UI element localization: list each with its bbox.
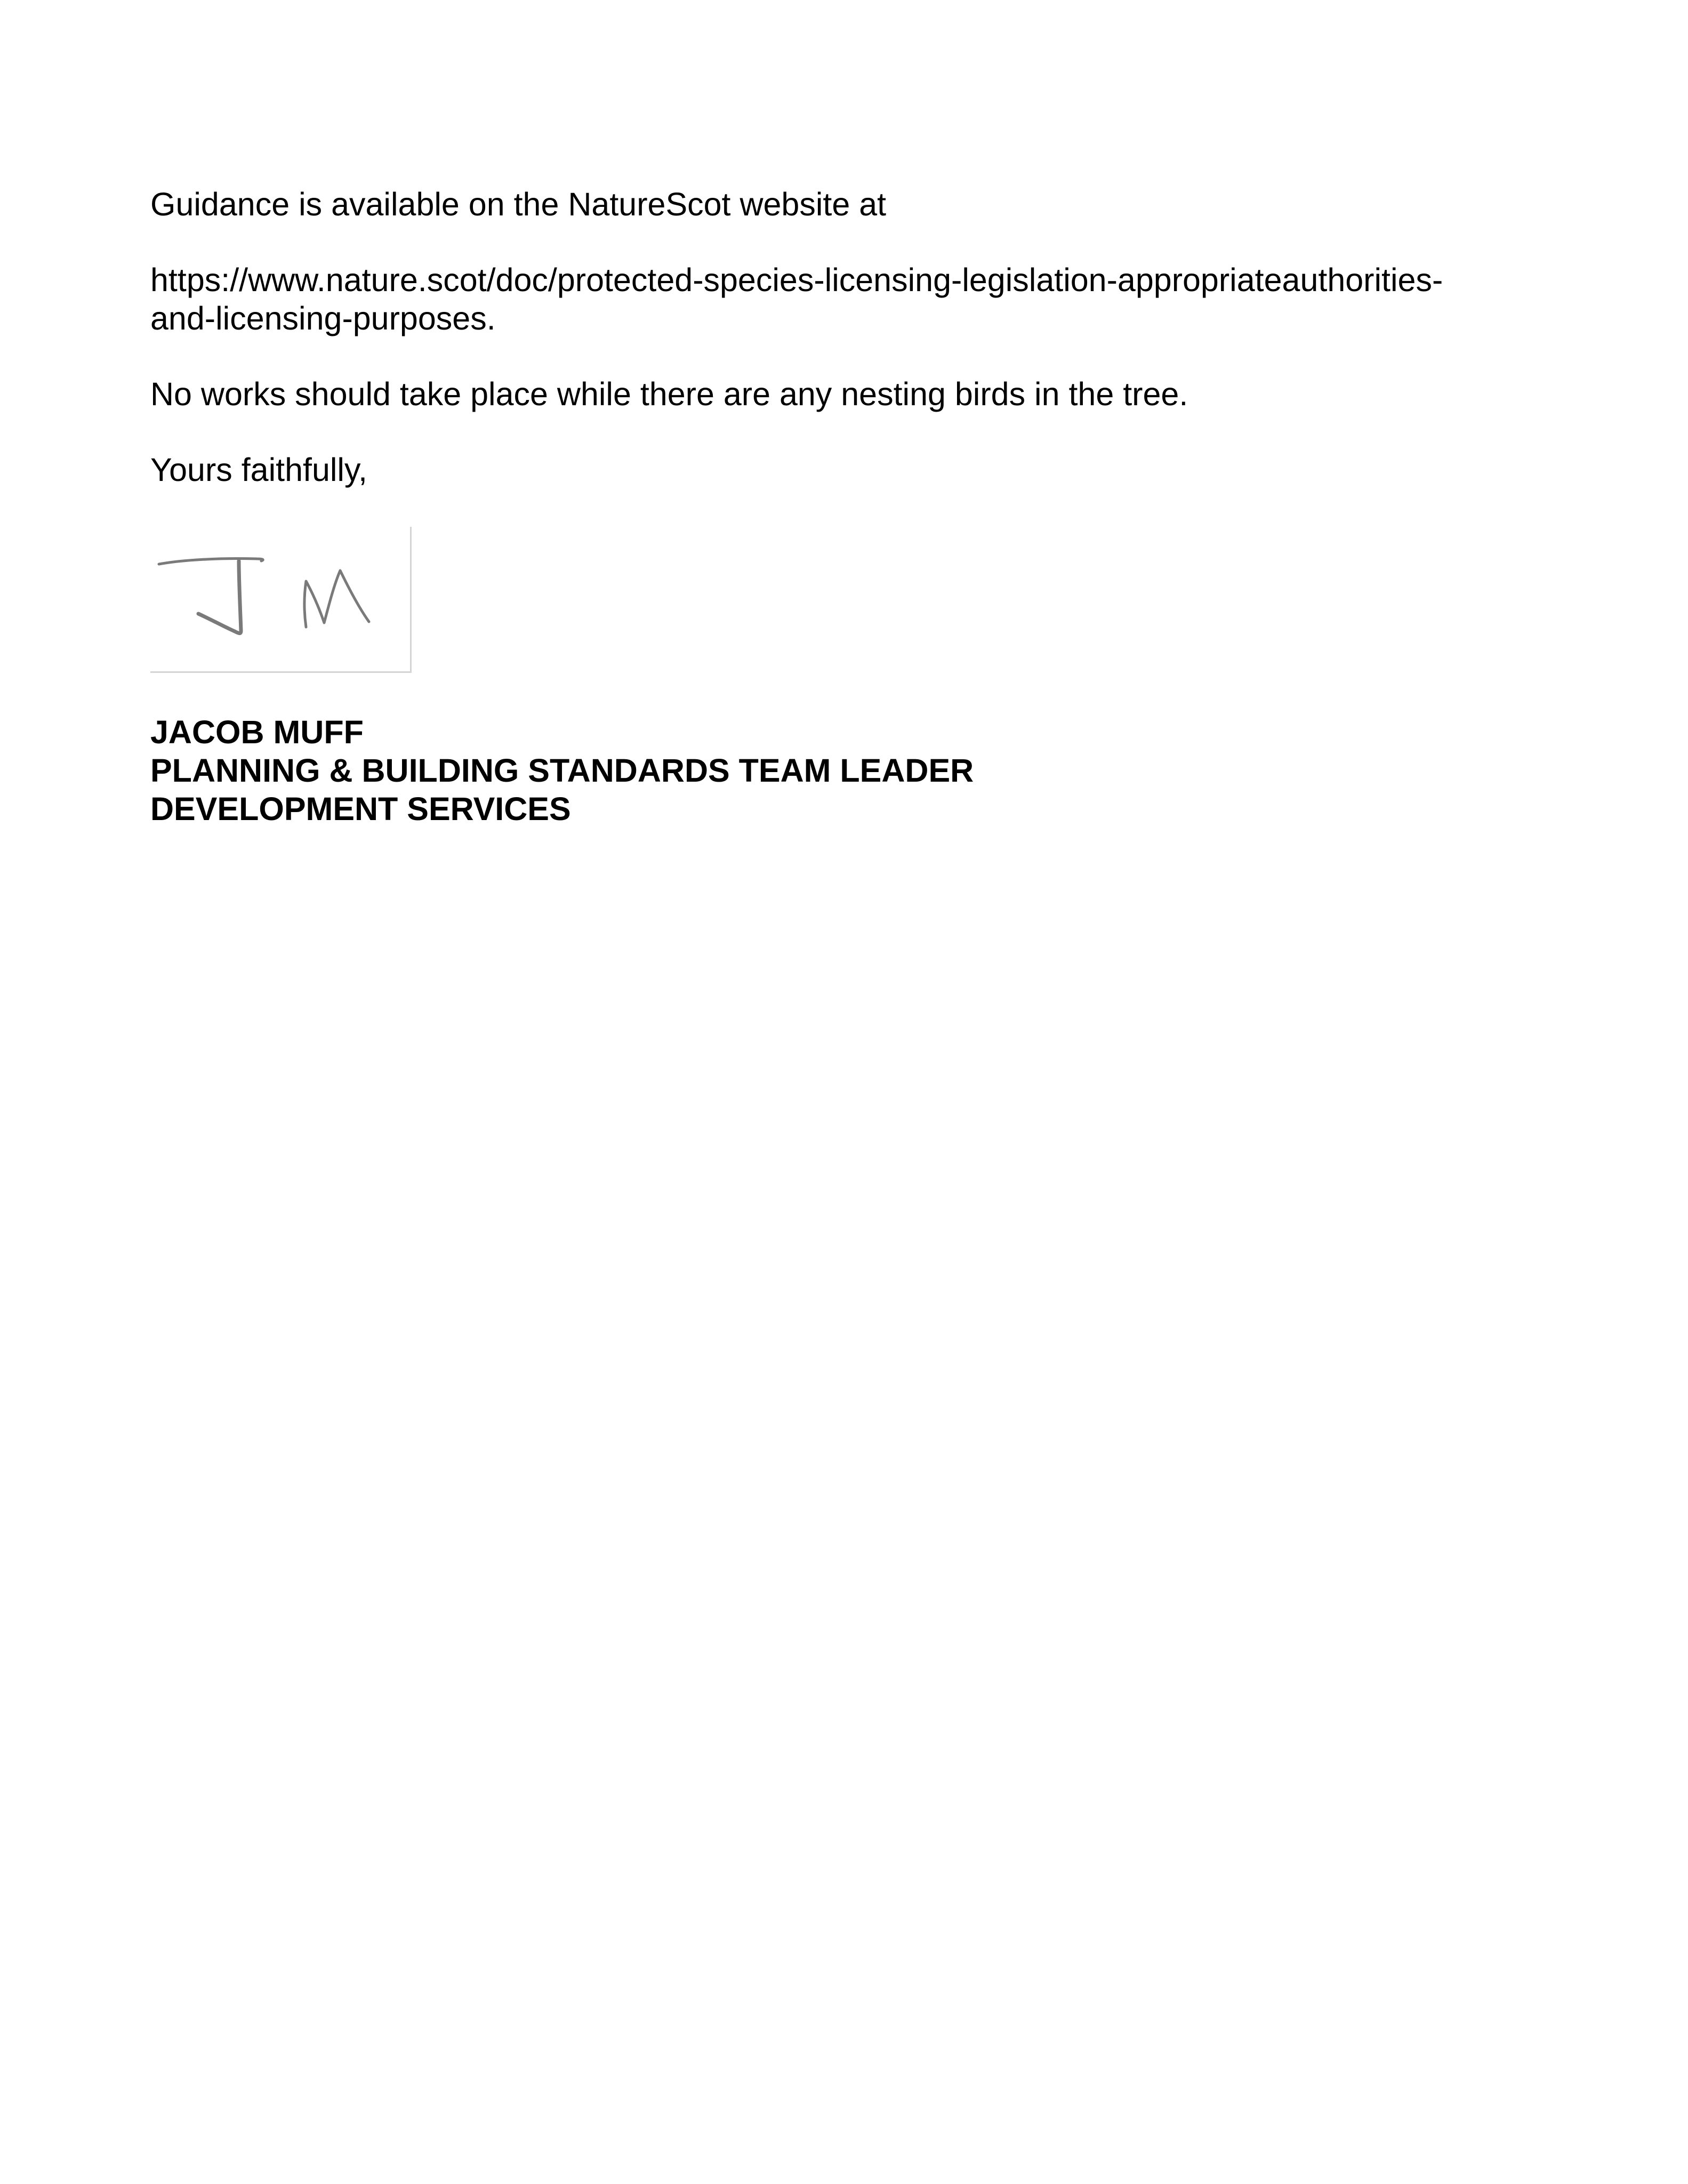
signature-image xyxy=(150,527,412,673)
guidance-url-line-1[interactable]: https://www.nature.scot/doc/protected-species-licensing-legislation-appropriateauthorities- xyxy=(150,262,1443,298)
nesting-birds-paragraph: No works should take place while there are any nesting birds in the tree. xyxy=(150,376,1188,412)
signatory-title: PLANNING & BUILDING STANDARDS TEAM LEADER xyxy=(150,752,974,789)
signatory-department: DEVELOPMENT SERVICES xyxy=(150,791,571,827)
signatory-name: JACOB MUFF xyxy=(150,714,364,750)
handwritten-signature-icon xyxy=(150,527,410,671)
signature-m xyxy=(304,571,369,627)
guidance-url[interactable] xyxy=(150,261,1443,338)
signatory-block xyxy=(150,713,974,828)
signature-j-crossbar xyxy=(159,558,263,564)
closing-salutation: Yours faithfully, xyxy=(150,452,367,488)
guidance-paragraph: Guidance is available on the NatureScot website at xyxy=(150,186,887,222)
signature-strokes xyxy=(159,558,369,633)
signature-j-stem xyxy=(198,561,241,633)
guidance-url-line-2[interactable]: and-licensing-purposes. xyxy=(150,300,496,336)
